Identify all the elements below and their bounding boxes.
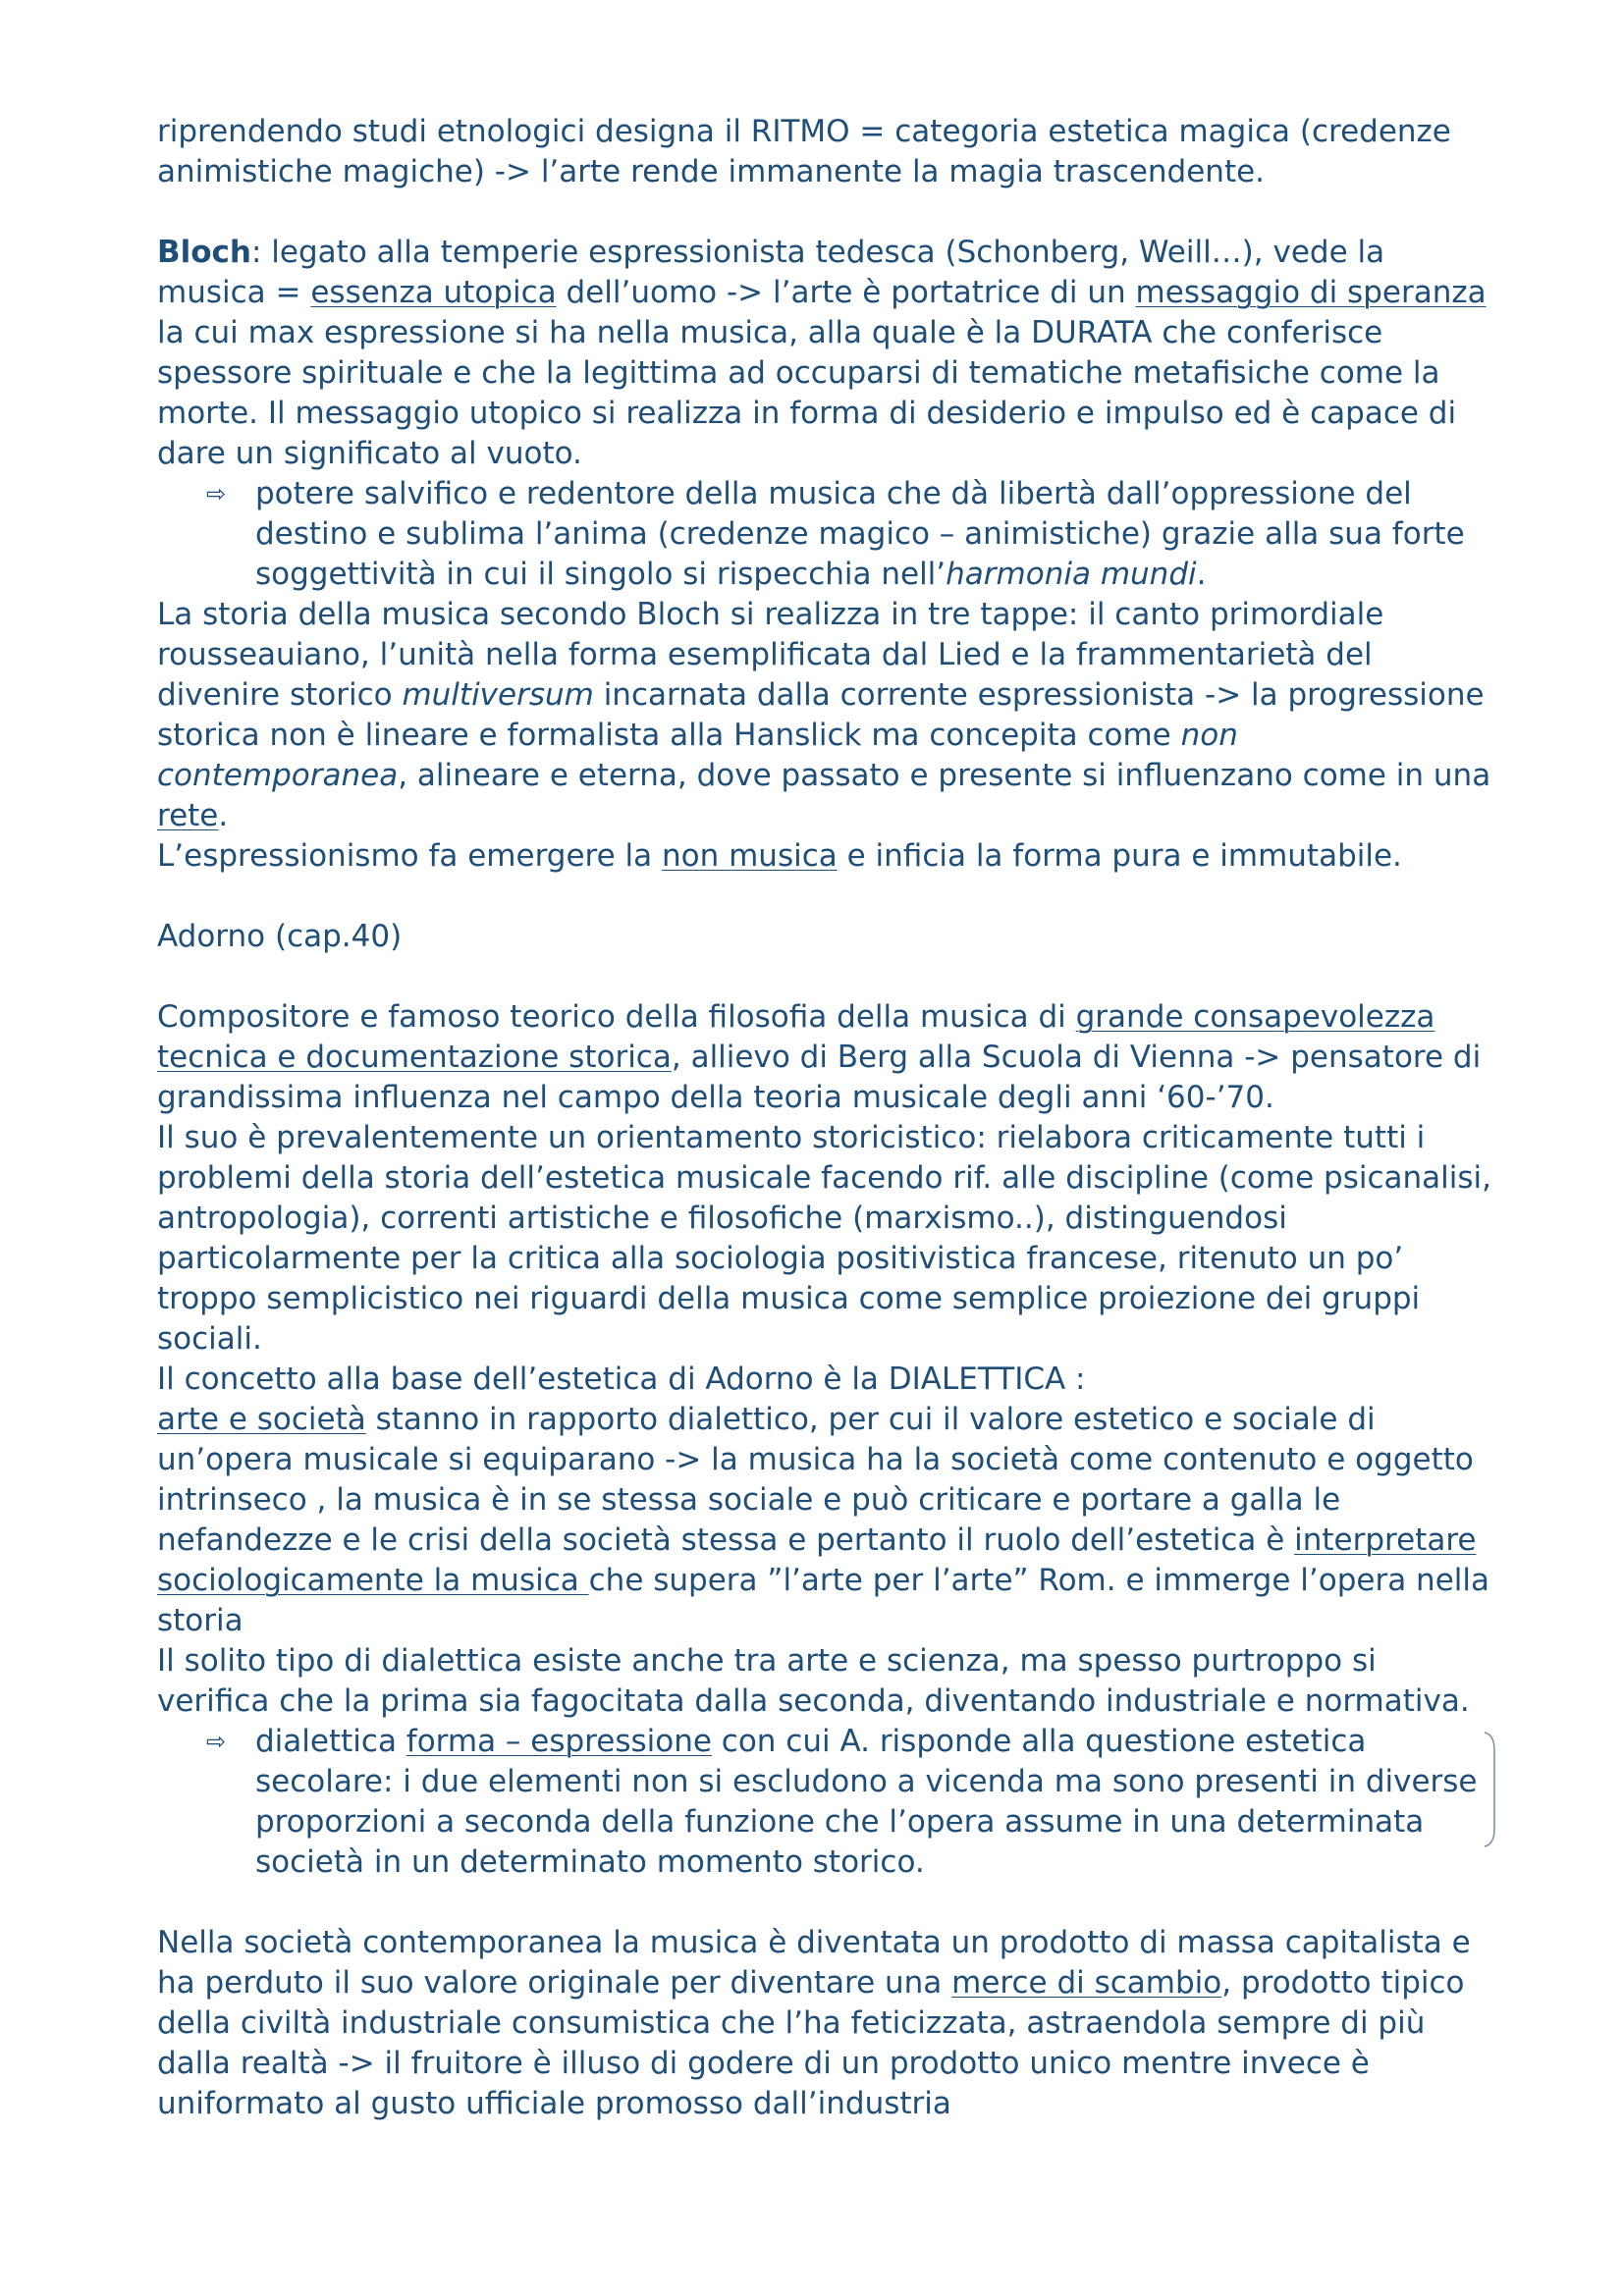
text-span: , alineare e eterna, dove passato e presente si influenzano come in una	[398, 758, 1491, 793]
text-span: L’espressionismo fa emergere la	[157, 838, 662, 874]
text-span: incarnata dalla corrente espressionista -> la progressione storica non è lineare e formalista alla Hanslick ma concepita come	[157, 677, 1485, 753]
text-span: stanno in rapporto dialettico, per cui il valore estetico e sociale di un’opera musicale si equiparano -> la musica ha la società come contenuto e oggetto intrinseco , la musica è in se stessa sociale e può criticare e portare a galla le nefandezze e le crisi della società stessa e pertanto il ruolo dell’estetica è	[157, 1402, 1474, 1558]
text-span: .	[218, 798, 229, 833]
text-span: dialettica	[255, 1724, 406, 1759]
text-span: Compositore e famoso teorico della filosofia della musica di	[157, 999, 1076, 1035]
paragraph-solito: Il solito tipo di dialettica esiste anche tra arte e scienza, ma spesso purtroppo si verifica che la prima sia fagocitata dalla seconda, diventando industriale e normativa.	[157, 1643, 1470, 1719]
spacer	[157, 1883, 1492, 1923]
underline-non-musica: non musica	[661, 838, 838, 874]
text-span: , prodotto tipico della civiltà industriale consumistica che l’ha feticizzata, astraendola sempre di più dalla realtà -> il fruitore è illuso di godere di un prodotto unico mentre invece è uniformato al gusto ufficiale promosso dall’industria	[157, 1965, 1465, 2121]
paragraph-storia	[157, 595, 1492, 836]
text-span: La storia della musica secondo Bloch si realizza in tre tappe: il canto primordiale rousseauiano, l’unità nella forma esemplificata dal Lied e la frammentarietà del divenire storico	[157, 597, 1384, 713]
arrow-bullet-icon: ⇨	[206, 1728, 227, 1755]
spacer	[157, 192, 1492, 233]
text-span: dell’uomo -> l’arte è portatrice di un	[556, 275, 1136, 310]
underline-rete: rete	[157, 798, 219, 833]
underline-merce-scambio: merce di scambio	[951, 1965, 1222, 2001]
paragraph-espressionismo	[157, 836, 1492, 877]
italic-non-contemporanea: non contemporanea	[157, 718, 1238, 793]
document-page	[157, 112, 1492, 2124]
bullet-forma-espressione	[157, 1722, 1492, 1883]
text-span: e inficia la forma pura e immutabile.	[837, 838, 1402, 874]
spacer	[157, 877, 1492, 917]
paragraph-compositore	[157, 997, 1492, 1118]
paragraph-ritmo: riprendendo studi etnologici designa il RITMO = categoria estetica magica (credenze animistiche magiche) -> l’arte rende immanente la magia trascendente.	[157, 114, 1451, 189]
margin-bracket-annotation	[1483, 1731, 1496, 1848]
text-span: .	[1196, 557, 1207, 592]
spacer	[157, 957, 1492, 997]
italic-harmonia-mundi: harmonia mundi	[946, 557, 1197, 592]
text-span: , allievo di Berg alla Scuola di Vienna -> pensatore di grandissima influenza nel campo della teoria musicale degli anni ‘60-’70.	[157, 1040, 1482, 1115]
underline-essenza-utopica: essenza utopica	[310, 275, 557, 310]
paragraph-societa-contemporanea	[157, 1923, 1492, 2124]
underline-arte-societa: arte e società	[157, 1402, 366, 1437]
bullet-potere-salvifico	[157, 474, 1492, 595]
heading-adorno: Adorno (cap.40)	[157, 919, 403, 954]
text-span: con cui A. risponde alla questione estetica secolare: i due elementi non si escludono a vicenda ma sono presenti in diverse proporzioni a seconda della funzione che l’opera assume in una determinata società in un determinato momento storico.	[255, 1724, 1478, 1880]
text-span: : legato alla temperie espressionista tedesca (Schonberg, Weill…), vede la musica =	[157, 235, 1385, 310]
paragraph-concetto: Il concetto alla base dell’estetica di Adorno è la DIALETTICA :	[157, 1362, 1086, 1397]
paragraph-bloch	[157, 233, 1492, 474]
italic-multiversum: multiversum	[402, 677, 594, 713]
bloch-name: Bloch	[157, 235, 251, 270]
text-span: Nella società contemporanea la musica è diventata un prodotto di massa capitalista e ha perduto il suo valore originale per diventare una	[157, 1925, 1471, 2001]
underline-interpretare: interpretare sociologicamente la musica	[157, 1522, 1477, 1598]
text-span: che supera ”l’arte per l’arte” Rom. e immerge l’opera nella storia	[157, 1563, 1489, 1638]
text-span: potere salvifico e redentore della musica che dà libertà dall’oppressione del destino e sublima l’anima (credenze magico – animistiche) grazie alla sua forte soggettività in cui il singolo si rispecchia nell’	[255, 476, 1465, 592]
arrow-bullet-icon: ⇨	[206, 480, 227, 507]
text-span: la cui max espressione si ha nella musica, alla quale è la DURATA che conferisce spessore spirituale e che la legittima ad occuparsi di tematiche metafisiche come la morte. Il messaggio utopico si realizza in forma di desiderio e impulso ed è capace di dare un significato al vuoto.	[157, 315, 1457, 471]
paragraph-arte-societa	[157, 1400, 1492, 1641]
underline-messaggio-speranza: messaggio di speranza	[1135, 275, 1487, 310]
underline-consapevolezza: grande consapevolezza tecnica e documentazione storica	[157, 999, 1435, 1075]
underline-forma-espressione: forma – espressione	[406, 1724, 712, 1759]
paragraph-orientamento: Il suo è prevalentemente un orientamento storicistico: rielabora criticamente tutti i problemi della storia dell’estetica musicale facendo rif. alle discipline (come psicanalisi, antropologia), correnti artistiche e filosofiche (marxismo..), distinguendosi particolarmente per la critica alla sociologia positivistica francese, ritenuto un po’ troppo semplicistico nei riguardi della musica come semplice proiezione dei gruppi sociali.	[157, 1120, 1491, 1357]
